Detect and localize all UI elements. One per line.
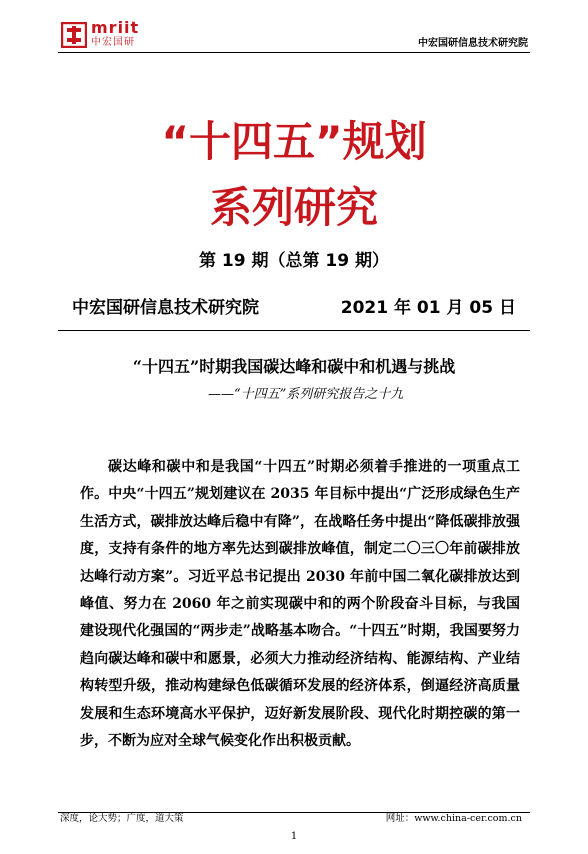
footer-website: 网址：www.china-cer.com.cn [385, 813, 522, 824]
cover-title-line2: 系列研究 [209, 183, 378, 232]
report-subtitle: ——“十四五”系列研究报告之十九 [208, 387, 404, 402]
body-paragraph: 碳达峰和碳中和是我国“十四五”时期必须着手推进的一项重点工作。中央“十四五”规划建议在 2035 年目标中提出“广泛形成绿色生产生活方式，碳排放达峰后稳中有降”，在战略任务中提出“降低碳排放强度，支持有条件的地方率先达到碳排放峰值，制定二〇三〇年前碳排放达峰行动方案”。习近平总书记提出 2030 年前中国二氧化碳排放达到峰值、努力在 2060 年之前实现碳中和的两个阶段奋斗目标，与我国建设现代化强国的“两步走”战略基本吻合。“十四五”时期，我国要努力趋向碳达峰和碳中和愿景，必须大力推动经济结构、能源结构、产业结构转型升级，推动构建绿色低碳循环发展的经济体系，倒逼经济高质量发展和生态环境高水平保护，迈好新发展阶段、现代化时期控碳的第一步，不断为应对全球气候变化作出积极贡献。 [80, 459, 520, 750]
logo-mark-icon [61, 22, 87, 48]
org-date-row [72, 296, 516, 322]
footer-slogan: 深度，论大势；广度，道大策 [60, 813, 184, 824]
header-institute: 中宏国研信息技术研究院 [418, 38, 528, 49]
header-divider [58, 52, 530, 53]
logo-text-en: mriit [91, 18, 140, 37]
logo-text-cn: 中宏国研 [91, 37, 135, 48]
organization-name: 中宏国研信息技术研究院 [72, 298, 259, 318]
issue-number: 第 19 期（总第 19 期） [199, 251, 389, 271]
report-title: “十四五”时期我国碳达峰和碳中和机遇与挑战 [132, 357, 456, 376]
cover-divider [58, 330, 530, 331]
page-number: 1 [290, 831, 298, 842]
logo [61, 20, 143, 50]
cover-title-line1: “十四五”规划 [161, 117, 427, 166]
publish-date: 2021 年 01 月 05 日 [340, 298, 516, 318]
